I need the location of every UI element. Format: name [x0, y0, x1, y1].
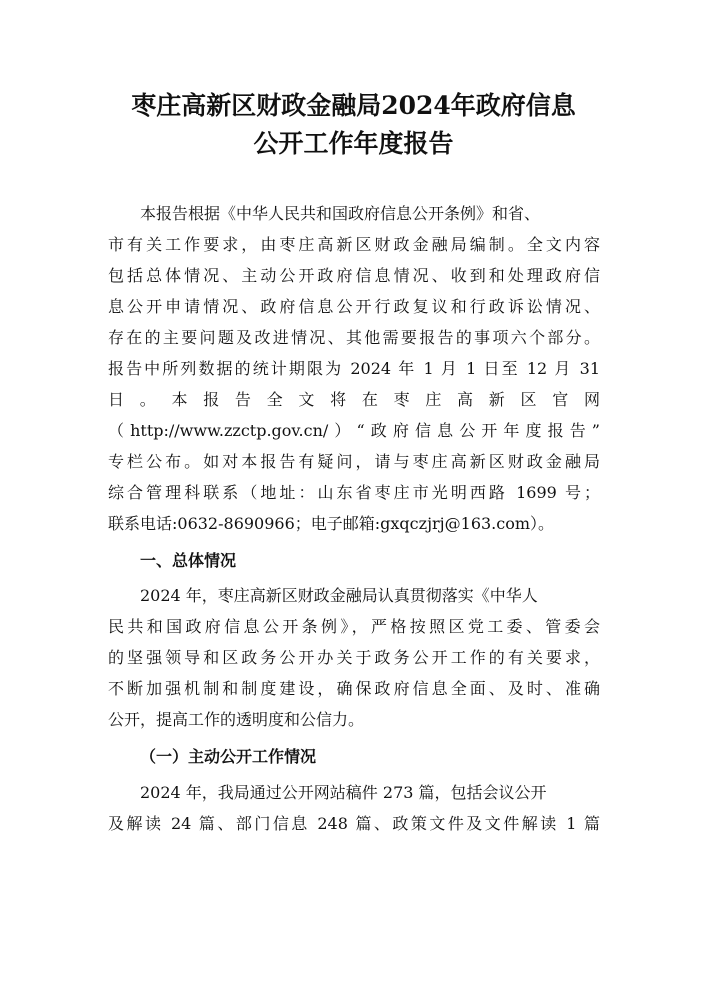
- paragraph-line: 联系电话:0632-8690966；电子邮箱:gxqczjrj@163.com）。: [108, 514, 555, 533]
- section-heading: 一、总体情况: [140, 551, 237, 570]
- paragraph-line: 2024 年，我局通过公开网站稿件 273 篇，包括会议公开: [140, 783, 547, 802]
- paragraph-line: 日 。 本 报 告 全 文 将 在 枣 庄 高 新 区 官 网: [108, 390, 600, 409]
- paragraph-line: 不断加强机制和制度建设，确保政府信息全面、及时、准确: [108, 679, 600, 698]
- paragraph-line: 专栏公布。如对本报告有疑问，请与枣庄高新区财政金融局: [108, 452, 600, 471]
- document-title-line-1: 枣庄高新区财政金融局2024年政府信息: [131, 91, 576, 120]
- paragraph-line: 综合管理科联系（地址：山东省枣庄市光明西路 1699 号；: [108, 483, 600, 502]
- paragraph-line: 存在的主要问题及改进情况、其他需要报告的事项六个部分。: [108, 328, 600, 347]
- paragraph-line: 民共和国政府信息公开条例》，严格按照区党工委、管委会: [108, 617, 600, 636]
- paragraph-line: 市有关工作要求，由枣庄高新区财政金融局编制。全文内容: [108, 235, 600, 254]
- paragraph-line: 包括总体情况、主动公开政府信息情况、收到和处理政府信: [108, 266, 600, 285]
- paragraph-line: （http://www.zzctp.gov.cn/）“政府信息公开年度报告”: [108, 421, 600, 440]
- paragraph-line: 息公开申请情况、政府信息公开行政复议和行政诉讼情况、: [108, 297, 600, 316]
- paragraph-line: 本报告根据《中华人民共和国政府信息公开条例》和省、: [140, 204, 541, 223]
- document-title-line-2: 公开工作年度报告: [253, 129, 454, 158]
- subsection-heading: （一）主动公开工作情况: [140, 747, 317, 766]
- paragraph-line: 及解读 24 篇、部门信息 248 篇、政策文件及文件解读 1 篇: [108, 814, 600, 833]
- paragraph-line: 报告中所列数据的统计期限为 2024 年 1 月 1 日至 12 月 31: [108, 359, 600, 378]
- paragraph-line: 的坚强领导和区政务公开办关于政务公开工作的有关要求，: [108, 648, 600, 667]
- paragraph-line: 公开，提高工作的透明度和公信力。: [108, 710, 365, 729]
- paragraph-line: 2024 年，枣庄高新区财政金融局认真贯彻落实《中华人: [140, 586, 538, 605]
